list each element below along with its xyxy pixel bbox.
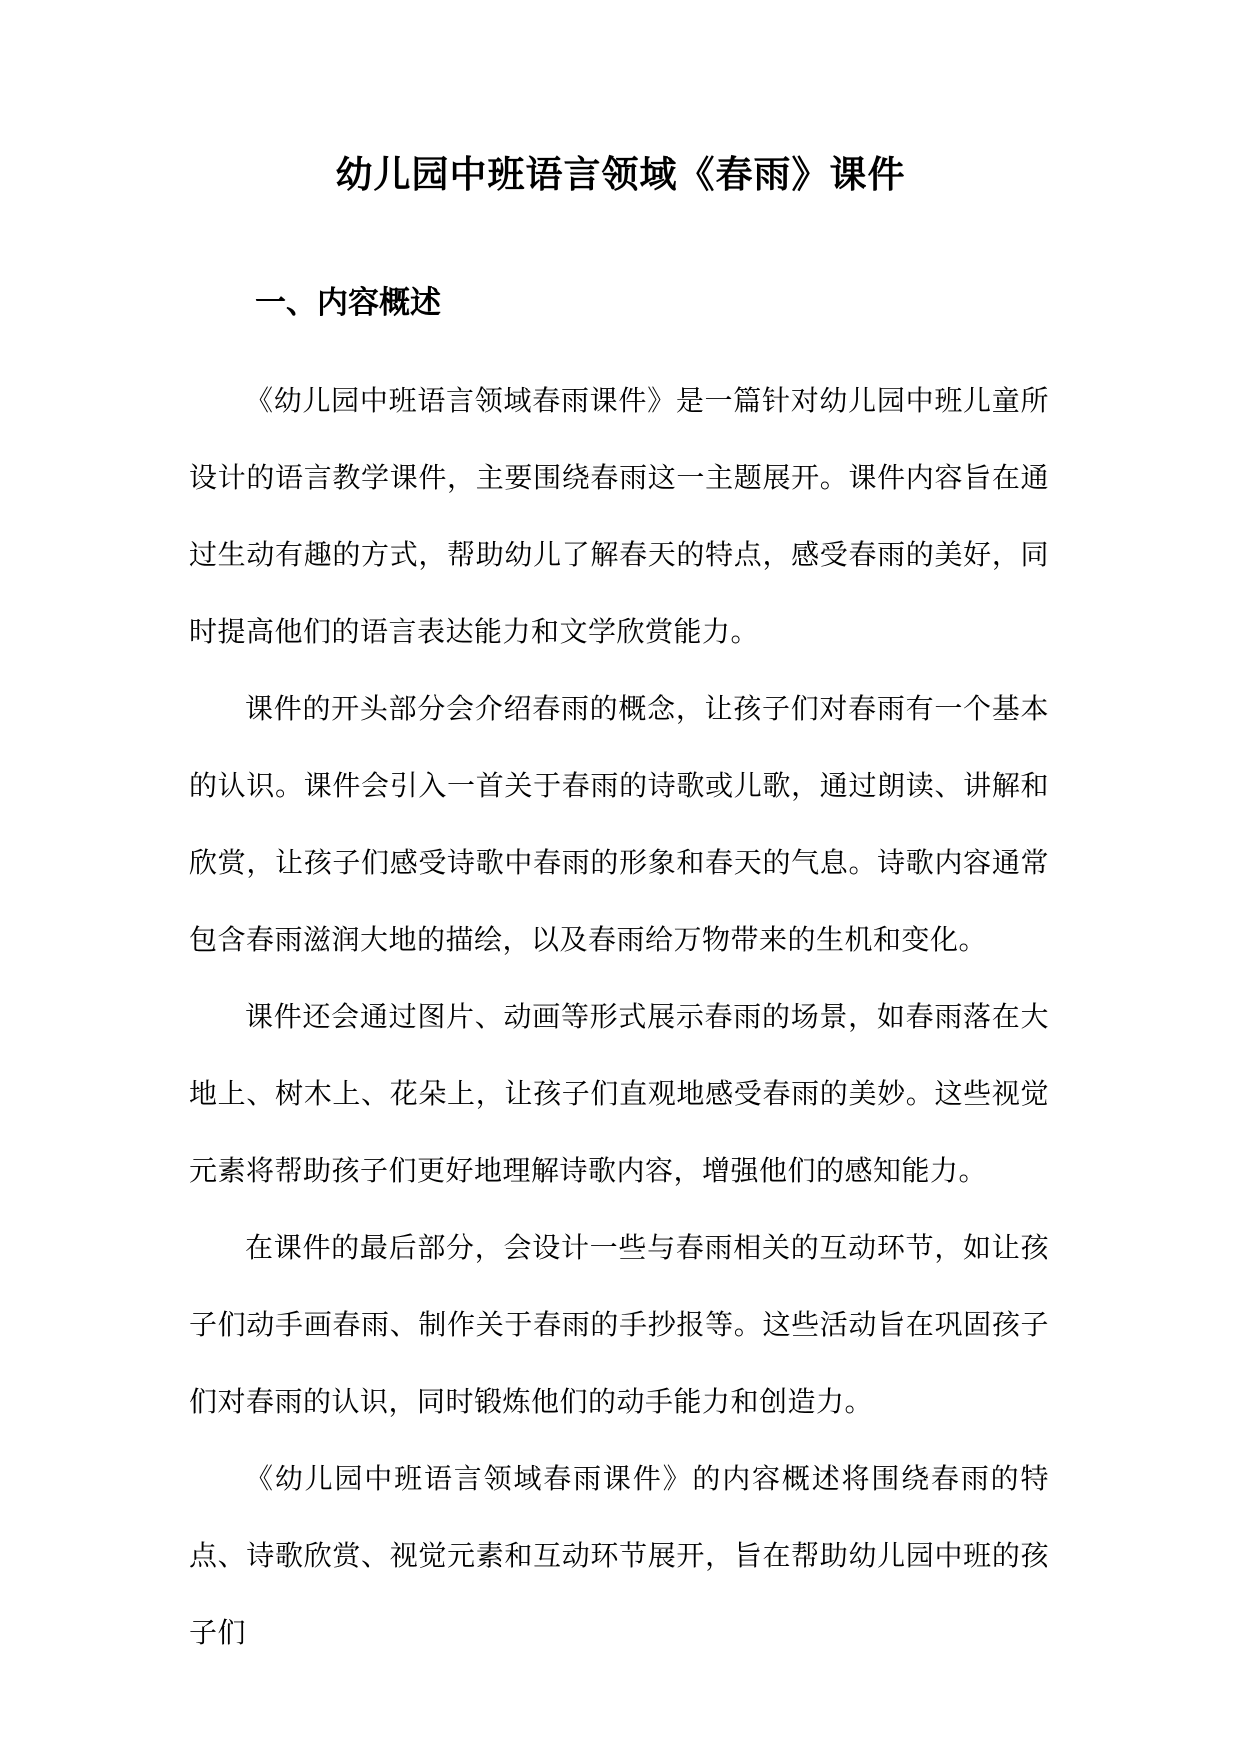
- section-body: [189, 362, 1049, 1671]
- paragraph-interaction: 在课件的最后部分，会设计一些与春雨相关的互动环节，如让孩子们动手画春雨、制作关于春雨的手抄报等。这些活动旨在巩固孩子们对春雨的认识，同时锻炼他们的动手能力和创造力。: [189, 1231, 1049, 1418]
- paragraph-overview: 《幼儿园中班语言领域春雨课件》是一篇针对幼儿园中班儿童所设计的语言教学课件，主要围绕春雨这一主题展开。课件内容旨在通过生动有趣的方式，帮助幼儿了解春天的特点，感受春雨的美好，同时提高他们的语言表达能力和文学欣赏能力。: [189, 384, 1049, 648]
- section-heading: 一、内容概述: [255, 285, 441, 321]
- paragraph-visual-elements: 课件还会通过图片、动画等形式展示春雨的场景，如春雨落在大地上、树木上、花朵上，让孩子们直观地感受春雨的美妙。这些视觉元素将帮助孩子们更好地理解诗歌内容，增强他们的感知能力。: [189, 1000, 1049, 1187]
- document-title: 幼儿园中班语言领域《春雨》课件: [335, 153, 906, 196]
- paragraph-summary: 《幼儿园中班语言领域春雨课件》的内容概述将围绕春雨的特点、诗歌欣赏、视觉元素和互动环节展开，旨在帮助幼儿园中班的孩子们: [189, 1462, 1049, 1649]
- paragraph-introduction: 课件的开头部分会介绍春雨的概念，让孩子们对春雨有一个基本的认识。课件会引入一首关于春雨的诗歌或儿歌，通过朗读、讲解和欣赏，让孩子们感受诗歌中春雨的形象和春天的气息。诗歌内容通常包含春雨滋润大地的描绘，以及春雨给万物带来的生机和变化。: [189, 692, 1049, 956]
